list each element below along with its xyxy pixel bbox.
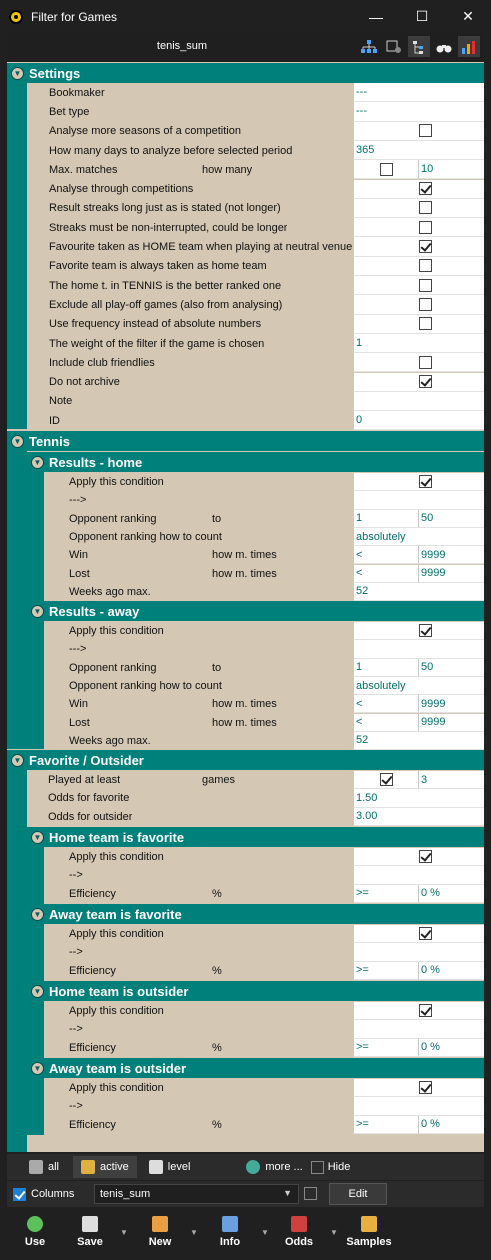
row-label: Win [69,698,88,711]
grid-row [7,1002,484,1020]
row-label: Weeks ago max. [69,734,151,747]
grid-row [7,565,484,583]
row-checkbox[interactable] [419,240,432,253]
new-dropdown-icon[interactable]: ▼ [190,1228,198,1237]
save-dropdown-icon[interactable]: ▼ [120,1228,128,1237]
new-button[interactable]: New [146,1209,174,1255]
section-title: Results - home [49,454,143,470]
grid-row [7,102,484,121]
row-value-secondary[interactable]: 9999 [418,546,484,564]
row-label: Exclude all play-off games (also from analysing) [49,298,283,311]
hide-toggle[interactable]: Hide [311,1161,351,1174]
row-label: Result streaks long just as is stated (not longer) [49,202,281,215]
grid-row [7,510,484,528]
grid-row [7,528,484,546]
row-checkbox[interactable] [419,298,432,311]
row-label: How many days to analyze before selected period [49,144,293,157]
save-button[interactable]: Save [75,1209,105,1255]
funnel-icon [29,1160,43,1174]
more-options-icon [246,1160,260,1174]
grid-row [7,276,484,295]
tab-active[interactable]: active [73,1156,137,1178]
row-checkbox[interactable] [419,1081,432,1094]
section-header[interactable] [7,431,484,451]
row-sublabel: how many [202,163,253,176]
section-header[interactable] [27,827,484,847]
row-sublabel: to [212,661,222,674]
row-label: --> [69,946,83,959]
row-value[interactable]: >= [353,1116,418,1134]
collapse-icon[interactable]: ▼ [31,1062,44,1075]
grid-row [7,353,484,372]
odds-button[interactable]: Odds [283,1209,315,1255]
row-sublabel: how m. times [212,716,277,729]
row-checkbox-cell[interactable] [353,771,418,789]
filter-header [7,33,484,60]
row-checkbox-cell[interactable] [353,257,484,276]
title-bar [0,0,491,33]
row-sublabel: % [212,1118,222,1131]
bar-chart-icon[interactable] [458,36,480,57]
row-checkbox[interactable] [419,475,432,488]
collapse-icon[interactable]: ▼ [31,831,44,844]
section-header[interactable] [27,1058,484,1078]
grid-row [7,962,484,980]
grid-row [7,943,484,961]
row-value[interactable]: 1 [353,659,418,677]
row-value-secondary[interactable]: 0 % [418,1116,484,1134]
grid-row [7,473,484,491]
row-value-secondary[interactable]: 9999 [418,565,484,583]
row-value[interactable] [353,1020,484,1038]
row-label: Apply this condition [69,851,164,864]
row-sublabel: % [212,964,222,977]
row-value-secondary[interactable]: 9999 [418,695,484,713]
row-checkbox-cell[interactable] [353,315,484,334]
floppy-disk-icon [82,1216,98,1232]
grid-row [7,237,484,256]
section-title: Away team is favorite [49,906,182,922]
row-checkbox-cell[interactable] [353,237,484,256]
row-label: Opponent ranking [69,512,157,525]
hide-checkbox[interactable] [311,1161,324,1174]
grid-row [7,141,484,160]
row-sublabel: % [212,1041,222,1054]
row-value[interactable]: >= [353,885,418,903]
row-label: Bookmaker [49,86,105,99]
row-value[interactable]: --- [353,83,484,102]
collapse-icon[interactable]: ▼ [11,67,24,80]
grid-row [7,1079,484,1097]
grid-row [7,885,484,903]
section-header[interactable] [7,63,484,83]
row-value[interactable]: 52 [353,732,484,750]
section-title: Results - away [49,603,140,619]
section-header[interactable] [27,601,484,621]
grid-row [7,583,484,601]
row-checkbox-cell[interactable] [353,925,484,943]
grid-row [7,334,484,353]
row-label: Efficiency [69,1118,116,1131]
row-checkbox[interactable] [419,1004,432,1017]
row-checkbox-cell[interactable] [353,218,484,237]
section-header[interactable] [27,981,484,1001]
row-label: Include club friendlies [49,356,155,369]
grid-row [7,1097,484,1115]
row-value[interactable]: 1.50 [353,789,484,807]
grid-row [7,199,484,218]
row-label: ---> [69,494,87,507]
row-value[interactable]: >= [353,962,418,980]
row-label: Weeks ago max. [69,585,151,598]
row-label: Opponent ranking how to count [69,531,222,544]
section-header[interactable] [7,750,484,770]
grid-row [7,392,484,411]
row-value[interactable]: 3.00 [353,808,484,826]
row-label: Max. matches [49,163,118,176]
row-value[interactable]: --- [353,102,484,121]
collapse-icon[interactable]: ▼ [31,985,44,998]
row-value[interactable] [353,491,484,509]
row-label: --> [69,869,83,882]
section-title: Tennis [29,433,70,449]
odds-dropdown-icon[interactable]: ▼ [330,1228,338,1237]
row-value[interactable]: < [353,695,418,713]
chevron-down-icon: ▼ [283,1188,292,1198]
row-value[interactable] [353,392,484,411]
row-checkbox-cell[interactable] [353,1079,484,1097]
row-checkbox[interactable] [419,375,432,388]
grid-row [7,257,484,276]
columns-label: Columns [31,1188,75,1200]
row-value[interactable]: absolutely [353,528,484,546]
section-title: Favorite / Outsider [29,752,144,768]
grid-row [7,295,484,314]
row-value[interactable]: < [353,714,418,732]
grid-row [7,866,484,884]
clipboard-icon [81,1160,95,1174]
level-icon [149,1160,163,1174]
row-label: Apply this condition [69,476,164,489]
row-value-secondary[interactable]: 9999 [418,714,484,732]
row-checkbox-cell[interactable] [353,160,418,179]
row-checkbox[interactable] [419,259,432,272]
check-circle-icon [27,1216,43,1232]
row-label: Apply this condition [69,1082,164,1095]
use-button[interactable]: Use [21,1209,49,1255]
row-value-secondary[interactable]: 10 [418,160,484,179]
row-checkbox[interactable] [380,163,393,176]
row-value-secondary[interactable]: 3 [418,771,484,789]
collapse-icon[interactable]: ▼ [11,435,24,448]
row-checkbox[interactable] [419,850,432,863]
row-value-secondary[interactable]: 50 [418,510,484,528]
row-label: Favourite taken as HOME team when playing at neutral venue [49,241,353,254]
tab-all[interactable]: all [21,1156,67,1178]
row-checkbox[interactable] [419,317,432,330]
row-label: Do not archive [49,376,120,389]
grid-row [7,848,484,866]
grid-row [7,546,484,564]
grid-row [7,315,484,334]
row-checkbox[interactable] [419,124,432,137]
grid-row [7,218,484,237]
columns-bar [7,1181,484,1207]
row-checkbox-cell[interactable] [353,373,484,392]
row-checkbox-cell[interactable] [353,180,484,199]
row-sublabel: % [212,887,222,900]
row-label: Bet type [49,105,90,118]
bottom-toolbar [7,1209,484,1255]
filter-name: tenis_sum [156,40,208,52]
filter-grid [7,62,484,1152]
info-dropdown-icon[interactable]: ▼ [261,1228,269,1237]
row-label: Opponent ranking how to count [69,680,222,693]
row-label: Efficiency [69,964,116,977]
folder-icon [361,1216,377,1232]
row-value[interactable]: < [353,546,418,564]
tree-structure-icon[interactable] [358,36,380,57]
row-checkbox[interactable] [419,221,432,234]
settings-grid-icon[interactable] [383,36,405,57]
row-value[interactable]: 1 [353,510,418,528]
row-label: Lost [69,567,90,580]
row-value-secondary[interactable]: 0 % [418,885,484,903]
row-checkbox[interactable] [380,773,393,786]
row-label: Apply this condition [69,1005,164,1018]
row-value[interactable] [353,640,484,658]
row-sublabel: games [202,774,236,787]
collapse-icon[interactable]: ▼ [31,456,44,469]
row-sublabel: how m. times [212,549,277,562]
grid-row [7,771,484,789]
section-title: Home team is outsider [49,983,189,999]
info-button[interactable]: Info [217,1209,243,1255]
row-checkbox-cell[interactable] [353,848,484,866]
samples-button[interactable]: Samples [345,1209,393,1255]
window-title: Filter for Games [31,9,118,24]
grid-row [7,1039,484,1057]
view-tabs [7,1154,484,1180]
grid-row [7,373,484,392]
grid-row [7,622,484,640]
grid-row [7,714,484,732]
tab-level[interactable]: level [141,1156,199,1178]
app-logo-icon [9,10,23,24]
row-value[interactable] [353,943,484,961]
row-label: Use frequency instead of absolute numbers [49,318,262,331]
grid-row [7,732,484,750]
grid-row [7,695,484,713]
columns-select[interactable]: tenis_sum ▼ [94,1184,299,1204]
new-document-icon [152,1216,168,1232]
close-icon[interactable]: ✕ [462,8,474,24]
grid-row [7,1116,484,1134]
row-label: Apply this condition [69,928,164,941]
row-label: Odds for favorite [48,792,130,805]
row-checkbox-cell[interactable] [353,353,484,372]
collapse-icon[interactable]: ▼ [31,605,44,618]
grid-row [7,83,484,102]
row-value-secondary[interactable]: 0 % [418,962,484,980]
row-checkbox-cell[interactable] [353,122,484,141]
row-sublabel: to [212,512,222,525]
grid-row [7,160,484,179]
grid-row [7,122,484,141]
row-value[interactable] [353,1097,484,1115]
row-value[interactable]: 52 [353,583,484,601]
row-checkbox-cell[interactable] [353,295,484,314]
section-header[interactable] [27,904,484,924]
row-label: Efficiency [69,887,116,900]
collapse-icon[interactable]: ▼ [31,908,44,921]
row-label: The home t. in TENNIS is the better ranked one [49,279,282,292]
edit-toggle-checkbox[interactable] [304,1187,317,1200]
row-label: ID [49,414,60,427]
section-header[interactable] [27,452,484,472]
row-checkbox-cell[interactable] [353,199,484,218]
grid-row [7,411,484,430]
grid-row [7,180,484,199]
section-title: Settings [29,65,81,81]
grid-row [7,789,484,807]
grid-row [7,808,484,826]
row-checkbox-cell[interactable] [353,276,484,295]
tab-more[interactable]: more ... [238,1156,310,1178]
row-label: --> [69,1023,83,1036]
hierarchy-icon[interactable] [408,36,430,57]
collapse-icon[interactable]: ▼ [11,754,24,767]
row-label: Efficiency [69,1041,116,1054]
row-label: Apply this condition [69,625,164,638]
row-value[interactable]: absolutely [353,677,484,695]
row-label: ---> [69,643,87,656]
row-checkbox[interactable] [419,182,432,195]
minimize-icon[interactable]: — [369,8,383,25]
row-label: The weight of the filter if the game is chosen [49,337,265,350]
row-label: --> [69,1100,83,1113]
grid-row [7,1020,484,1038]
row-checkbox-cell[interactable] [353,473,484,491]
grid-row [7,677,484,695]
row-sublabel: how m. times [212,698,277,711]
binoculars-icon[interactable] [433,36,455,57]
row-label: Win [69,549,88,562]
row-label: Note [49,395,73,408]
row-checkbox-cell[interactable] [353,622,484,640]
grid-row [7,640,484,658]
row-label: Favorite team is always taken as home team [49,260,267,273]
odds-chart-icon [291,1216,307,1232]
row-checkbox-cell[interactable] [353,1002,484,1020]
row-value[interactable]: < [353,565,418,583]
row-value[interactable]: >= [353,1039,418,1057]
section-title: Home team is favorite [49,829,185,845]
row-label: Analyse through competitions [49,183,194,196]
row-value-secondary[interactable]: 0 % [418,1039,484,1057]
maximize-icon[interactable]: ☐ [415,8,429,24]
row-checkbox[interactable] [419,927,432,940]
columns-checkbox[interactable] [13,1188,26,1201]
section-title: Away team is outsider [49,1060,187,1076]
info-icon [222,1216,238,1232]
row-checkbox[interactable] [419,624,432,637]
row-checkbox[interactable] [419,279,432,292]
row-label: Opponent ranking [69,661,157,674]
edit-button[interactable]: Edit [329,1183,387,1205]
grid-row [7,491,484,509]
row-value[interactable]: 0 [353,411,484,430]
row-label: Lost [69,716,90,729]
row-value[interactable] [353,866,484,884]
grid-row [7,659,484,677]
row-sublabel: how m. times [212,567,277,580]
row-label: Played at least [48,774,121,787]
row-value-secondary[interactable]: 50 [418,659,484,677]
row-checkbox[interactable] [419,356,432,369]
row-label: Streaks must be non-interrupted, could be longer [49,221,288,234]
row-label: Analyse more seasons of a competition [49,125,241,138]
row-checkbox[interactable] [419,201,432,214]
row-label: Odds for outsider [48,810,133,823]
row-value[interactable]: 365 [353,141,484,160]
grid-row [7,925,484,943]
row-value[interactable]: 1 [353,334,484,353]
